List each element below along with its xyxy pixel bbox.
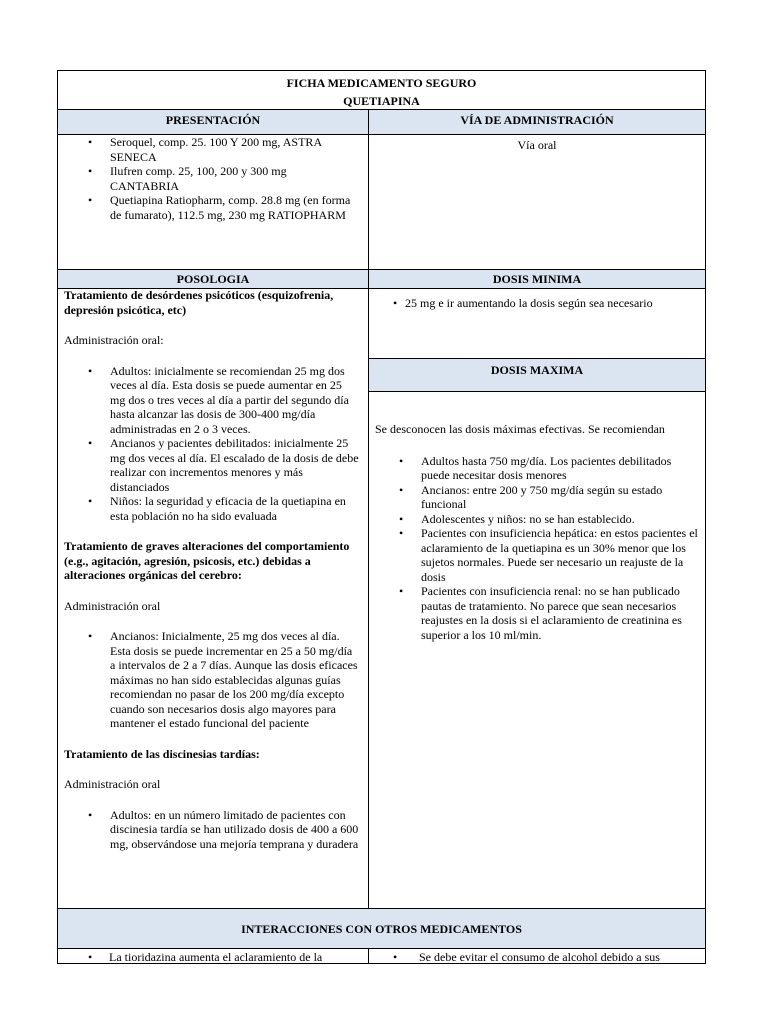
dosis-maxima-intro: Se desconocen las dosis máximas efectivas. Se recomiendan bbox=[375, 422, 665, 436]
section-title: Tratamiento de las discinesias tardías: bbox=[64, 746, 260, 761]
column-divider bbox=[368, 109, 369, 909]
divider bbox=[58, 948, 705, 949]
list-item: • Ilufren comp. 25, 100, 200 y 300 mg CANTABRIA bbox=[64, 164, 354, 193]
header-dosis-minima: DOSIS MINIMA bbox=[369, 270, 705, 288]
list-item: • Adolescentes y niños: no se han establecido. bbox=[375, 512, 701, 527]
list-item: • Adultos: en un número limitado de pacientes con discinesia tardía se han utilizado dosis de 400 a 600 mg, observándose una mejoría temprana y duradera bbox=[64, 808, 360, 852]
list-item: • Ancianos y pacientes debilitados: inicialmente 25 mg dos veces al día. El escalado de la dosis de debe realizar con incrementos menores y más distanciados bbox=[64, 436, 360, 494]
dosis-maxima-content bbox=[375, 422, 701, 642]
sheet-title: FICHA MEDICAMENTO SEGURO bbox=[286, 76, 477, 90]
via-value: Vía oral bbox=[517, 138, 557, 152]
admin-route: Administración oral bbox=[64, 777, 161, 791]
list-item: • Pacientes con insuficiencia hepática: en estos pacientes el aclaramiento de la quetiapina es un 30% menor que los sujetos normales. Puede ser necesario un reajuste de la dosis bbox=[375, 526, 701, 584]
list-item: • Pacientes con insuficiencia renal: no se han publicado pautas de tratamiento. No parece que sean necesarios reajustes en la dosis si el aclaramiento de creatinina es superior a los 10 ml/min. bbox=[375, 584, 701, 642]
presentacion-list bbox=[64, 135, 354, 222]
list-item: • Seroquel, comp. 25. 100 Y 200 mg, ASTRA SENECA bbox=[64, 135, 354, 164]
list-item: • Adultos hasta 750 mg/día. Los pacientes debilitados puede necesitar dosis menores bbox=[375, 454, 701, 483]
header-posologia: POSOLOGIA bbox=[58, 270, 368, 288]
header-via-administracion: VÍA DE ADMINISTRACIÓN bbox=[369, 110, 705, 134]
dosis-minima-list bbox=[369, 296, 699, 311]
header-dosis-maxima: DOSIS MAXIMA bbox=[369, 359, 705, 391]
interacciones-left bbox=[64, 950, 364, 964]
section-title: Tratamiento de graves alteraciones del comportamiento (e.g., agitación, agresión, psicosis, etc.) debidas a alteraciones orgánicas del cerebro: bbox=[64, 539, 350, 582]
list-item: • Se debe evitar el consumo de alcohol debido a sus bbox=[369, 950, 703, 964]
list-item: • Niños: la seguridad y eficacia de la quetiapina en esta población no ha sido evaluada bbox=[64, 494, 360, 523]
drug-name: QUETIAPINA bbox=[343, 94, 420, 108]
section-title: Tratamiento de desórdenes psicóticos (esquizofrenia, depresión psicótica, etc) bbox=[64, 288, 334, 317]
list-item: • La tioridazina aumenta el aclaramiento de la bbox=[64, 950, 364, 964]
list-item: • 25 mg e ir aumentando la dosis según sea necesario bbox=[369, 296, 699, 311]
posologia-content bbox=[64, 288, 360, 851]
list-item: • Adultos: inicialmente se recomiendan 25 mg dos veces al día. Esta dosis se puede aumentar en 25 mg dos o tres veces al día a partir del segundo día hasta alcanzar las dosis de 300-400 mg/día administradas en 2 o 3 veces. bbox=[64, 364, 360, 437]
list-item: • Quetiapina Ratiopharm, comp. 28.8 mg (en forma de fumarato), 112.5 mg, 230 mg RATIOPHARM bbox=[64, 193, 354, 222]
interacciones-right bbox=[369, 950, 703, 964]
admin-route: Administración oral bbox=[64, 598, 161, 613]
header-interacciones: INTERACCIONES CON OTROS MEDICAMENTOS bbox=[58, 909, 705, 948]
admin-route: Administración oral: bbox=[64, 333, 164, 347]
list-item: • Ancianos: Inicialmente, 25 mg dos veces al día. Esta dosis se puede incrementar en 25 a 50 mg/día a intervalos de 2 a 7 días. Aunque las dosis eficaces máximas no han sido establecidas algunas guías recomiendan no pasar de los 200 mg/día excepto cuando son necesarios dosis algo mayores para mantener el estado funcional del paciente bbox=[64, 629, 360, 731]
list-item: • Ancianos: entre 200 y 750 mg/día según su estado funcional bbox=[375, 483, 701, 512]
divider bbox=[368, 391, 705, 392]
header-presentacion: PRESENTACIÓN bbox=[58, 110, 368, 134]
medication-sheet bbox=[57, 70, 706, 964]
